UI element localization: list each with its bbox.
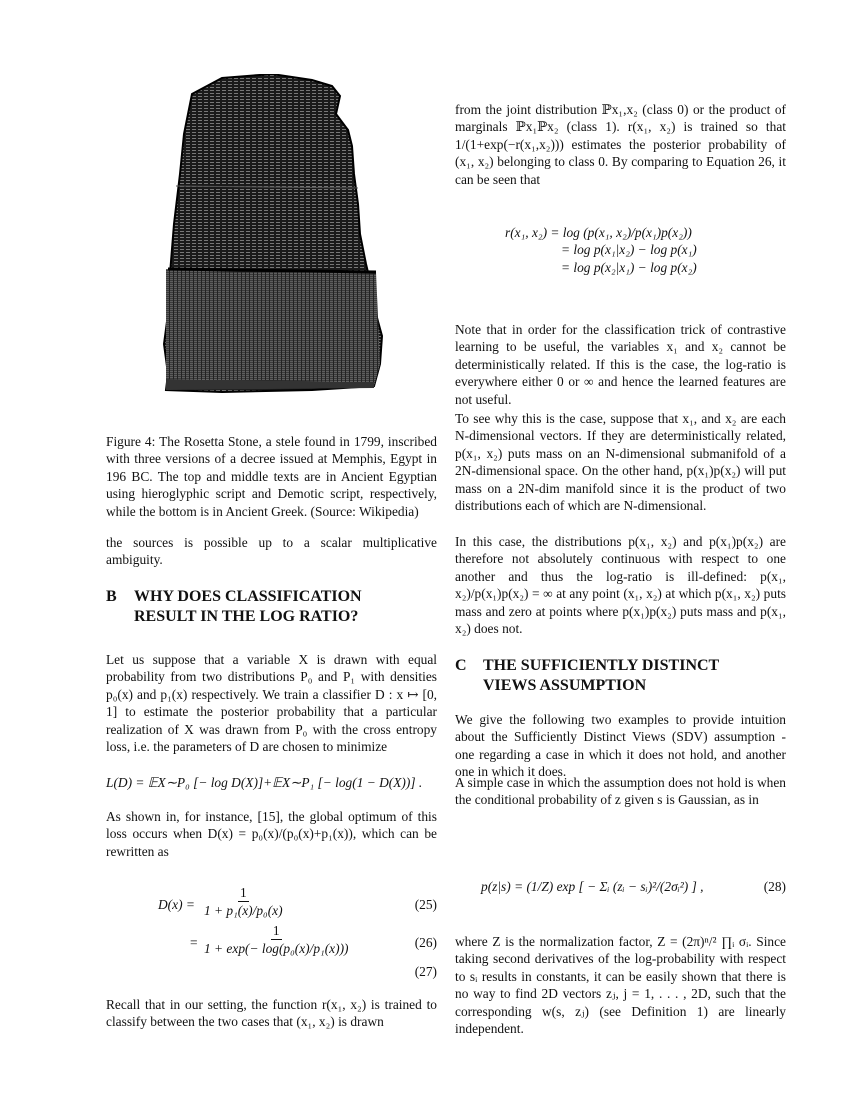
paragraph-r3: To see why this is the case, suppose that x₁, and x₂ are each N-dimensional vectors. If they are deterministically related, p(x₁, x₂) puts mass on an N-dimensional submanifold of a 2N-dimensional space. On the other hand, p(x₁)p(x₂) will put mass on a 2N-dim manifold since it is the product of two distributions each of which are N-dimensional. xyxy=(455,411,786,514)
equation-loss: L(D) = 𝔼X∼P₀ [− log D(X)]+𝔼X∼P₁ [− log(1 − D(X))] . xyxy=(106,775,423,790)
eq26-numerator: 1 xyxy=(271,922,282,940)
section-c-title-line2: VIEWS ASSUMPTION xyxy=(483,677,647,694)
eq28-body: p(z|s) = (1/Z) exp [ − Σᵢ (zᵢ − sᵢ)²/(2σᵢ²) ] , xyxy=(481,879,704,894)
equation-r-block xyxy=(455,224,786,276)
section-b-number: B xyxy=(106,588,117,605)
section-c-heading xyxy=(455,656,719,696)
section-b-title-line1: WHY DOES CLASSIFICATION xyxy=(134,588,362,605)
paragraph-c3: where Z is the normalization factor, Z = (2π)ⁿ/² ∏ᵢ σᵢ. Since taking second derivatives of the log-probability with respect to sᵢ results in constants, it can be easily shown that there is no way to find 2D vectors zⱼ, j = 1, . . . , 2D, such that the corresponding w(s, zⱼ) (see Definition 1) are linearly independent. xyxy=(455,934,786,1037)
paragraph-b1: Let us suppose that a variable X is drawn with equal probability from two distributions P₀ and P₁ with densities p₀(x) and p₁(x) respectively. We train a classifier D : x ↦ [0, 1] to estimate the posterior probability that a particular realization of X was drawn from P₀ with the cross entropy loss, i.e. the parameters of D are chosen to minimize xyxy=(106,652,437,755)
rosetta-stone-image xyxy=(162,74,384,394)
rosetta-stone-svg xyxy=(162,74,384,394)
section-c-title-line1: THE SUFFICIENTLY DISTINCT xyxy=(483,657,720,674)
eq-r-line1: r(x₁, x₂) = log (p(x₁, x₂)/p(x₁)p(x₂)) xyxy=(505,225,692,240)
eq-r-line3: = log p(x₂|x₁) − log p(x₂) xyxy=(561,259,697,275)
equation-25 xyxy=(106,884,437,924)
paragraph-r4: In this case, the distributions p(x₁, x₂) and p(x₁)p(x₂) are therefore not absolutely continuous with respect to one another and thus the log-ratio is ill-defined: p(x₁, x₂)/p(x₁)p(x₂) = ∞ at any point (x₁, x₂) at which p(x₁, x₂) puts mass and zero at points where p(x₁)p(x₂) puts mass and p(x₁, x₂) does not. xyxy=(455,534,786,637)
section-b-heading xyxy=(106,587,362,627)
eq25-fraction xyxy=(202,884,285,920)
paragraph-r1: from the joint distribution ℙx₁,x₂ (class 0) or the product of marginals ℙx₁ℙx₂ (class 1). r(x₁, x₂) is trained so that 1/(1+exp(−r(x₁,x₂))) estimates the posterior probability of (x₁, x₂) belonging to class 0. By comparing to Equation 26, it can be seen that xyxy=(455,102,786,187)
section-b-title-line2: RESULT IN THE LOG RATIO? xyxy=(134,608,359,625)
eq25-number: (25) xyxy=(414,897,437,912)
eq26-fraction xyxy=(202,922,351,958)
paragraph-b3: Recall that in our setting, the function r(x₁, x₂) is trained to classify between the two cases that (x₁, x₂) is drawn xyxy=(106,997,437,1030)
equation-26 xyxy=(106,922,437,962)
equation-28 xyxy=(455,878,786,898)
figure-caption: Figure 4: The Rosetta Stone, a stele found in 1799, inscribed with three versions of a decree issued at Memphis, Egypt in 196 BC. The top and middle texts are in Ancient Egyptian using hieroglyphic script and Demotic script, respectively, while the bottom is in Ancient Greek. (Source: Wikipedia) xyxy=(106,434,437,519)
paragraph-c2: A simple case in which the assumption does not hold is when the conditional probability of z given s is Gaussian, as in xyxy=(455,775,786,808)
section-c-number: C xyxy=(455,657,467,674)
eq-r-line2: = log p(x₁|x₂) − log p(x₁) xyxy=(561,242,697,258)
eq25-denominator: 1 + p₁(x)/p₀(x) xyxy=(204,903,283,919)
paragraph-b2: As shown in, for instance, [15], the global optimum of this loss occurs when D(x) = p₀(x)/(p₀(x)+p₁(x)), which can be rewritten as xyxy=(106,809,437,859)
continuation-text: the sources is possible up to a scalar multiplicative ambiguity. xyxy=(106,535,437,568)
eq27-number: (27) xyxy=(414,964,437,979)
paragraph-c1: We give the following two examples to provide intuition about the Sufficiently Distinct Views (SDV) assumption - one regarding a case in which it does not hold, and another one in which it does. xyxy=(455,712,786,780)
paragraph-r2: Note that in order for the classification trick of contrastive learning to be useful, the variables x₁ and x₂ cannot be deterministically related. If this is the case, the log-ratio is everywhere either 0 or ∞ and hence the learned features are not useful. xyxy=(455,322,786,407)
eq28-number: (28) xyxy=(763,879,786,894)
eq26-lhs: = xyxy=(190,935,198,950)
eq26-number: (26) xyxy=(414,935,437,950)
eq26-denominator: 1 + exp(− log(p₀(x)/p₁(x))) xyxy=(204,941,349,957)
eq25-lhs: D(x) = xyxy=(158,897,195,912)
eq25-numerator: 1 xyxy=(238,884,249,902)
